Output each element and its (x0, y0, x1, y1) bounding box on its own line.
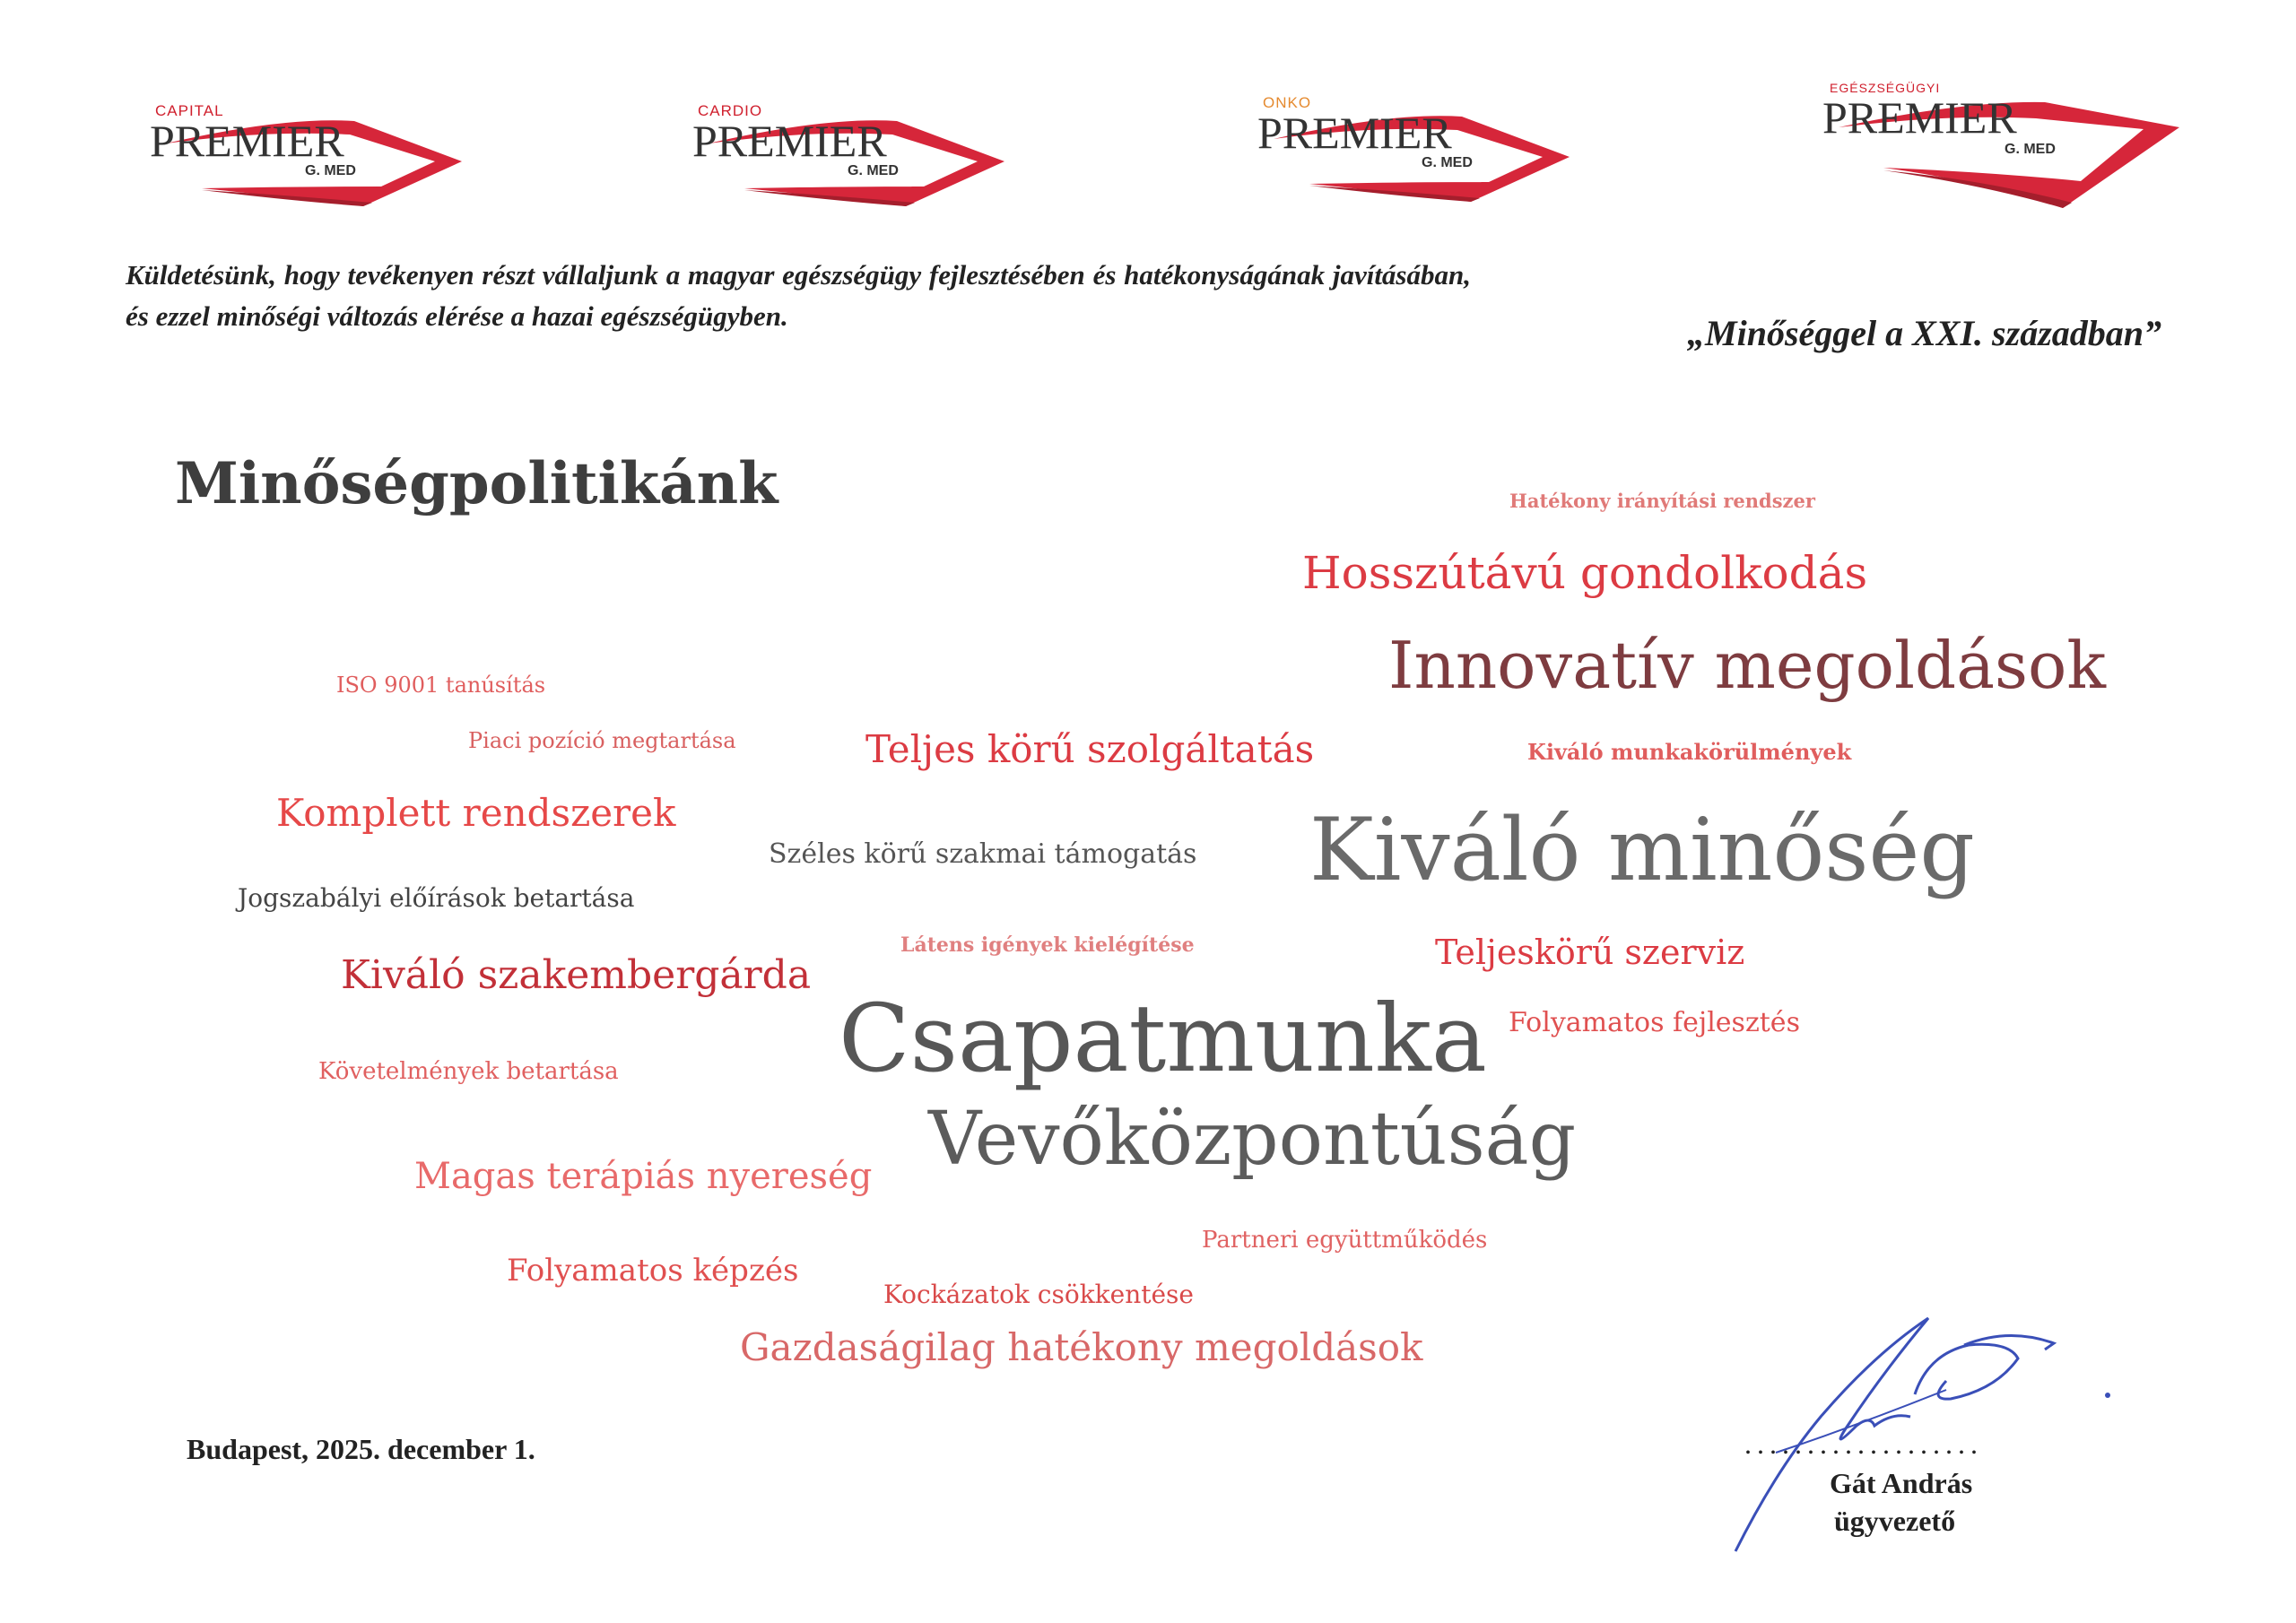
logo-egeszsegugyi-premier (1821, 74, 2161, 208)
word-cloud-item: Folyamatos fejlesztés (1509, 1007, 1800, 1038)
logo-prefix: EGÉSZSÉGÜGYI (1830, 81, 1941, 95)
policy-title: Minőségpolitikánk (175, 450, 778, 517)
signature-line: ................... (1744, 1428, 1983, 1460)
word-cloud-item: Látens igények kielégítése (900, 933, 1195, 957)
logo-suffix: G. MED (2005, 142, 2056, 157)
word-cloud-item: Partneri együttműködés (1202, 1227, 1488, 1254)
word-cloud-item: Gazdaságilag hatékony megoldások (740, 1325, 1423, 1369)
word-cloud-item: Kiváló szakembergárda (341, 952, 812, 998)
word-cloud-item: Magas terápiás nyereség (414, 1156, 873, 1197)
logo-capital-premier (148, 90, 489, 224)
logo-prefix: ONKO (1263, 94, 1312, 111)
logo-name: PREMIER (1257, 108, 1452, 158)
word-cloud-item: Kiváló munkakörülmények (1527, 739, 1852, 765)
word-cloud-item: Széles körű szakmai támogatás (769, 838, 1197, 870)
signer-name: Gát András (1830, 1467, 1973, 1499)
word-cloud-item: Jogszabályi előírások betartása (238, 883, 635, 913)
word-cloud-item: Piaci pozíció megtartása (468, 728, 736, 753)
logo-name: PREMIER (1822, 92, 2017, 143)
word-cloud-item: Teljeskörű szerviz (1435, 933, 1745, 972)
word-cloud-item: ISO 9001 tanúsítás (336, 673, 546, 698)
logo-suffix: G. MED (1422, 155, 1473, 170)
logo-prefix: CARDIO (698, 102, 763, 119)
logo-onko-premier (1256, 85, 1596, 220)
word-cloud-item: Csapatmunka (839, 984, 1487, 1093)
place-and-date: Budapest, 2025. december 1. (187, 1433, 535, 1465)
word-cloud-item: Hatékony irányítási rendszer (1509, 490, 1815, 512)
word-cloud-item: Kockázatok csökkentése (883, 1280, 1194, 1309)
logo-name: PREMIER (150, 116, 344, 166)
logo-name: PREMIER (692, 116, 887, 166)
word-cloud-item: Folyamatos képzés (507, 1253, 799, 1289)
logo-suffix: G. MED (305, 163, 356, 178)
word-cloud-item: Innovatív megoldások (1388, 628, 2106, 703)
logo-cardio-premier (691, 90, 1031, 224)
word-cloud-item: Vevőközpontúság (928, 1097, 1577, 1182)
mission-statement: Küldetésünk, hogy tevékenyen részt vállaljunk a magyar egészségügy fejlesztésében és hatékonyságának javításában, és ezzel minőségi változás elérése a hazai egészségügyben. (126, 259, 1471, 332)
word-cloud-item: Követelmények betartása (318, 1058, 619, 1085)
motto: „Minőséggel a XXI. században” (1687, 313, 2161, 353)
word-cloud-item: Kiváló minőség (1309, 800, 1975, 900)
word-cloud-item: Teljes körű szolgáltatás (865, 727, 1315, 771)
word-cloud-item: Komplett rendszerek (276, 791, 676, 835)
word-cloud-item: Hosszútávú gondolkodás (1302, 547, 1868, 599)
logo-prefix: CAPITAL (155, 102, 224, 119)
logo-suffix: G. MED (848, 163, 899, 178)
signer-role: ügyvezető (1834, 1505, 1956, 1537)
